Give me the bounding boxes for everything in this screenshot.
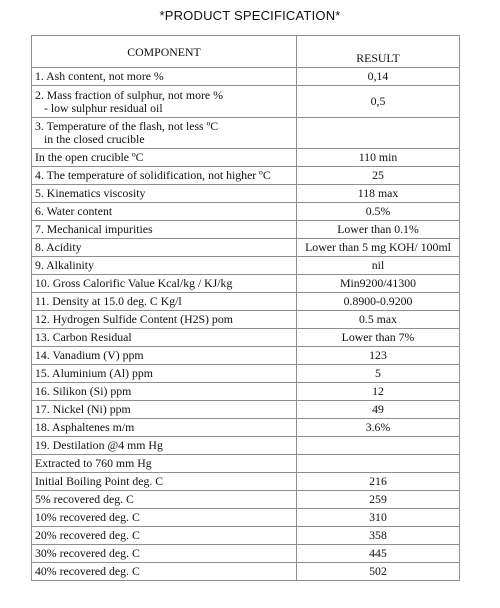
- table-row: [32, 401, 460, 419]
- table-row: [32, 365, 460, 383]
- result-cell: 0.8900-0.9200: [297, 293, 460, 311]
- component-cell: 13. Carbon Residual: [32, 329, 297, 347]
- result-cell: Lower than 7%: [297, 329, 460, 347]
- table-row: [32, 167, 460, 185]
- component-cell: 15. Aluminium (Al) ppm: [32, 365, 297, 383]
- component-line-2: - low sulphur residual oil: [44, 100, 163, 115]
- result-cell: 5: [297, 365, 460, 383]
- table-row: [32, 293, 460, 311]
- component-cell: 10. Gross Calorific Value Kcal/kg / KJ/kg: [32, 275, 297, 293]
- table-row: [32, 185, 460, 203]
- component-cell: Initial Boiling Point deg. C: [32, 473, 297, 491]
- component-cell: 18. Asphaltenes m/m: [32, 419, 297, 437]
- table-row: [32, 118, 460, 149]
- component-cell: 14. Vanadium (V) ppm: [32, 347, 297, 365]
- table-row: [32, 509, 460, 527]
- table-row: [32, 86, 460, 118]
- result-cell: 502: [297, 563, 460, 581]
- table-row: [32, 257, 460, 275]
- table-row: [32, 275, 460, 293]
- page-title: *PRODUCT SPECIFICATION*: [159, 8, 341, 23]
- result-cell: 0.5 max: [297, 311, 460, 329]
- component-cell: 4. The temperature of solidification, not higher ºC: [32, 167, 297, 185]
- table-row: [32, 473, 460, 491]
- component-line-2: in the closed crucible: [44, 132, 145, 146]
- result-cell: 0,5: [297, 86, 460, 118]
- component-cell: 17. Nickel (Ni) ppm: [32, 401, 297, 419]
- table-row: [32, 347, 460, 365]
- result-cell: 0.5%: [297, 203, 460, 221]
- table-row: [32, 329, 460, 347]
- specification-table: [31, 35, 460, 581]
- component-cell: 5% recovered deg. C: [32, 491, 297, 509]
- table-row: [32, 491, 460, 509]
- component-cell: 30% recovered deg. C: [32, 545, 297, 563]
- component-cell: 11. Density at 15.0 deg. C Kg/l: [32, 293, 297, 311]
- table-row: [32, 383, 460, 401]
- component-line-1: 2. Mass fraction of sulphur, not more %: [35, 87, 223, 102]
- result-cell: Lower than 0.1%: [297, 221, 460, 239]
- component-cell: [32, 118, 297, 149]
- component-cell: 6. Water content: [32, 203, 297, 221]
- component-cell: 40% recovered deg. C: [32, 563, 297, 581]
- header-component: COMPONENT: [32, 36, 297, 68]
- result-cell: 118 max: [297, 185, 460, 203]
- table-row: [32, 149, 460, 167]
- component-cell: 12. Hydrogen Sulfide Content (H2S) pom: [32, 311, 297, 329]
- component-cell: 16. Silikon (Si) ppm: [32, 383, 297, 401]
- header-result: RESULT: [297, 36, 460, 68]
- result-cell: Lower than 5 mg KOH/ 100ml: [297, 239, 460, 257]
- result-cell: 358: [297, 527, 460, 545]
- table-row: [32, 311, 460, 329]
- table-row: [32, 527, 460, 545]
- component-cell: Extracted to 760 mm Hg: [32, 455, 297, 473]
- table-row: [32, 545, 460, 563]
- result-cell: Min9200/41300: [297, 275, 460, 293]
- component-cell: 5. Kinematics viscosity: [32, 185, 297, 203]
- result-cell: [297, 437, 460, 455]
- table-row: [32, 239, 460, 257]
- component-cell: 9. Alkalinity: [32, 257, 297, 275]
- component-cell: In the open crucible ºC: [32, 149, 297, 167]
- table-row: [32, 563, 460, 581]
- table-row: [32, 221, 460, 239]
- component-cell: 1. Ash content, not more %: [32, 68, 297, 86]
- result-cell: 310: [297, 509, 460, 527]
- component-cell: [32, 86, 297, 118]
- result-cell: 216: [297, 473, 460, 491]
- component-cell: 7. Mechanical impurities: [32, 221, 297, 239]
- table-row: [32, 419, 460, 437]
- component-cell: 10% recovered deg. C: [32, 509, 297, 527]
- table-row: [32, 437, 460, 455]
- result-cell: nil: [297, 257, 460, 275]
- result-cell: 259: [297, 491, 460, 509]
- component-line-1: 3. Temperature of the flash, not less ºC: [35, 119, 219, 134]
- result-cell: 123: [297, 347, 460, 365]
- component-cell: 8. Acidity: [32, 239, 297, 257]
- result-cell: [297, 118, 460, 149]
- result-cell: 3.6%: [297, 419, 460, 437]
- table-row: [32, 68, 460, 86]
- table-row: [32, 455, 460, 473]
- result-cell: 110 min: [297, 149, 460, 167]
- table-row: [32, 203, 460, 221]
- component-cell: 20% recovered deg. C: [32, 527, 297, 545]
- result-cell: 445: [297, 545, 460, 563]
- result-cell: [297, 455, 460, 473]
- result-cell: 0,14: [297, 68, 460, 86]
- result-cell: 12: [297, 383, 460, 401]
- result-cell: 25: [297, 167, 460, 185]
- result-cell: 49: [297, 401, 460, 419]
- table-header-row: [32, 36, 460, 68]
- component-cell: 19. Destilation @4 mm Hg: [32, 437, 297, 455]
